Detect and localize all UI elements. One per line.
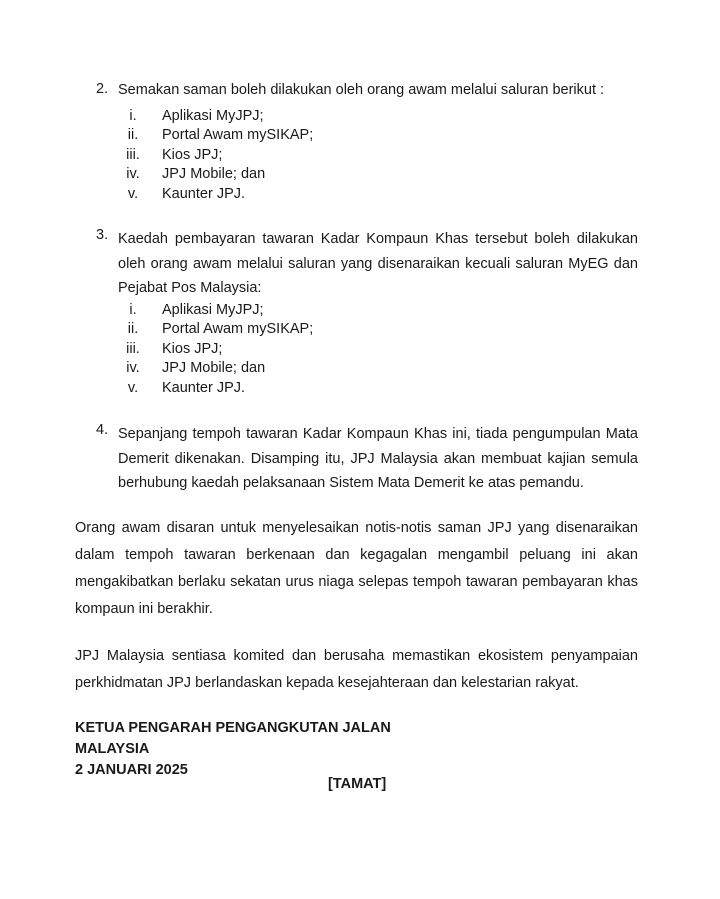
signature-country: MALAYSIA [75, 741, 150, 757]
signature-block [75, 718, 391, 781]
sub-list-item: i. Aplikasi MyJPJ; [129, 301, 264, 318]
sub-list-item: ii. Portal Awam mySIKAP; [127, 127, 314, 143]
closing-paragraph: Orang awam disaran untuk menyelesaikan notis-notis saman JPJ yang disenaraikan dalam tempoh tawaran berkenaan dan kegagalan mengambil peluang ini akan mengakibatkan berlaku sekatan urus niaga selepas tempoh tawaran pembayaran khas kompaun ini berakhir. [75, 520, 638, 617]
item-number: 3. [96, 227, 109, 243]
item-number: 4. [96, 422, 109, 438]
sub-list [118, 107, 638, 205]
commitment-paragraph: JPJ Malaysia sentiasa komited dan berusaha memastikan ekosistem penyampaian perkhidmatan JPJ berlandaskan kepada kesejahteraan dan kelestarian rakyat. [75, 648, 638, 691]
sub-list-item: iii. Kios JPJ; [126, 340, 223, 357]
item-text: Kaedah pembayaran tawaran Kadar Kompaun Khas tersebut boleh dilakukan oleh orang awam melalui saluran yang disenaraikan kecuali saluran MyEG dan Pejabat Pos Malaysia: [118, 231, 638, 296]
sub-list-item: iii. Kios JPJ; [126, 146, 223, 163]
item-text: Semakan saman boleh dilakukan oleh orang awam melalui saluran berikut : [118, 82, 605, 98]
signature-date: 2 JANUARI 2025 [75, 762, 188, 778]
signature-title: KETUA PENGARAH PENGANGKUTAN JALAN [75, 720, 391, 736]
sub-list-item: iv. JPJ Mobile; dan [126, 360, 266, 376]
item-text: Sepanjang tempoh tawaran Kadar Kompaun Khas ini, tiada pengumpulan Mata Demerit dikenakan. Disamping itu, JPJ Malaysia akan membuat kajian semula berhubung kaedah pelaksanaan Sistem Mata Demerit ke atas pemandu. [118, 426, 638, 491]
sub-list [118, 301, 638, 399]
sub-list-item: v. Kaunter JPJ. [127, 185, 246, 202]
numbered-item-3 [96, 227, 638, 398]
sub-list-item: i. Aplikasi MyJPJ; [129, 107, 264, 124]
item-number: 2. [96, 81, 109, 97]
sub-list-item: ii. Portal Awam mySIKAP; [127, 321, 314, 337]
sub-list-item: iv. JPJ Mobile; dan [126, 166, 266, 182]
numbered-item-4 [96, 422, 638, 496]
end-mark: [TAMAT] [328, 776, 387, 792]
numbered-item-2 [96, 81, 638, 204]
sub-list-item: v. Kaunter JPJ. [127, 379, 246, 396]
